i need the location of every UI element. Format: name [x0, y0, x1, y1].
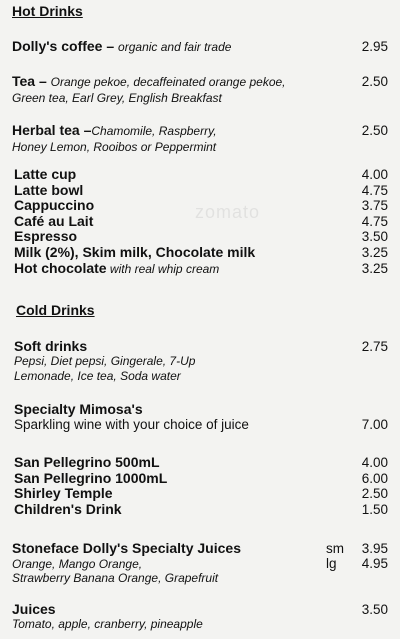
item-name: Herbal tea –: [12, 122, 92, 138]
item-desc: organic and fair trade: [118, 40, 232, 54]
menu-item-herbal-tea: [12, 122, 388, 155]
list-item: [14, 260, 388, 278]
item-name: San Pellegrino 1000mL: [14, 469, 168, 486]
item-name: Latte bowl: [14, 181, 84, 198]
item-desc-line2: Green tea, Earl Grey, English Breakfast: [12, 91, 222, 105]
item-price: 2.75: [361, 339, 388, 354]
list-item: [14, 486, 388, 502]
hot-drinks-title: Hot Drinks: [12, 3, 83, 19]
item-name: San Pellegrino 500mL: [14, 454, 160, 470]
item-price: 2.95: [361, 39, 388, 54]
size-label: lg: [326, 556, 337, 571]
item-name: Shirley Temple: [14, 485, 113, 501]
espresso-list: [14, 167, 388, 278]
list-item: [14, 198, 388, 214]
item-desc: Chamomile, Raspberry,: [91, 124, 217, 138]
menu-item-specialty-mimosa: [14, 401, 388, 432]
list-item: [14, 455, 388, 471]
item-price: 2.50: [361, 74, 388, 89]
item-name: Dolly's coffee: [12, 38, 103, 54]
item-price: 3.95: [361, 541, 388, 556]
item-price: 3.25: [361, 244, 388, 260]
item-price: 6.00: [361, 470, 388, 486]
menu-item-soft-drinks: [14, 338, 388, 384]
item-price: 4.75: [361, 182, 388, 198]
item-name: Cappuccino: [14, 197, 95, 213]
item-desc: Sparkling wine with your choice of juice: [14, 417, 249, 432]
list-item: [14, 502, 388, 518]
list-item: [14, 214, 388, 230]
item-price: 2.50: [361, 123, 388, 138]
item-desc-line2: Lemonade, Ice tea, Soda water: [14, 369, 181, 383]
item-name: Children's Drink: [14, 500, 122, 517]
list-item: [14, 471, 388, 487]
list-item: [14, 183, 388, 199]
item-name: Milk (2%), Skim milk, Chocolate milk: [14, 243, 256, 260]
item-name: Soft drinks: [14, 338, 88, 354]
watermark: zomato: [195, 202, 261, 222]
item-name: Tea –: [12, 73, 51, 89]
item-price: 3.50: [361, 229, 388, 244]
item-desc: Orange pekoe, decaffeinated orange pekoe,: [50, 75, 286, 89]
item-name: Espresso: [14, 228, 78, 244]
item-desc: Tomato, apple, cranberry, pineapple: [12, 617, 203, 631]
item-name: Stoneface Dolly's Specialty Juices: [12, 540, 241, 556]
cold-list: [14, 455, 388, 517]
menu-item-juices: [12, 601, 388, 632]
cold-drinks-title: Cold Drinks: [16, 302, 95, 318]
menu-item-tea: [12, 73, 388, 106]
item-name: Hot chocolate: [14, 260, 107, 276]
menu-item-dollys-coffee: [12, 38, 388, 56]
list-item: [14, 245, 388, 261]
item-desc: Orange, Mango Orange,: [12, 557, 143, 571]
item-name: Specialty Mimosa's: [14, 401, 143, 417]
menu-item-specialty-juices: [12, 540, 388, 586]
item-price: 3.25: [361, 261, 388, 276]
item-price: 4.75: [361, 213, 388, 229]
item-name: Latte cup: [14, 166, 77, 182]
list-item: [14, 229, 388, 245]
item-price: 3.75: [361, 198, 388, 213]
item-name: Juices: [12, 601, 56, 617]
item-price: 4.00: [361, 455, 388, 470]
item-price: 2.50: [361, 486, 388, 501]
item-price: 1.50: [361, 501, 388, 517]
item-price: 4.00: [361, 167, 388, 182]
item-desc-line2: Strawberry Banana Orange, Grapefruit: [12, 571, 219, 585]
item-name: Café au Lait: [14, 212, 94, 229]
list-item: [14, 167, 388, 183]
item-price: 7.00: [361, 417, 388, 432]
item-dash: –: [102, 38, 119, 54]
item-desc-line2: Honey Lemon, Rooibos or Peppermint: [12, 140, 217, 154]
item-desc: Pepsi, Diet pepsi, Gingerale, 7-Up: [14, 354, 196, 368]
size-label: sm: [326, 541, 344, 556]
item-desc: with real whip cream: [106, 262, 220, 276]
item-price: 3.50: [361, 602, 388, 617]
item-price: 4.95: [361, 556, 388, 571]
